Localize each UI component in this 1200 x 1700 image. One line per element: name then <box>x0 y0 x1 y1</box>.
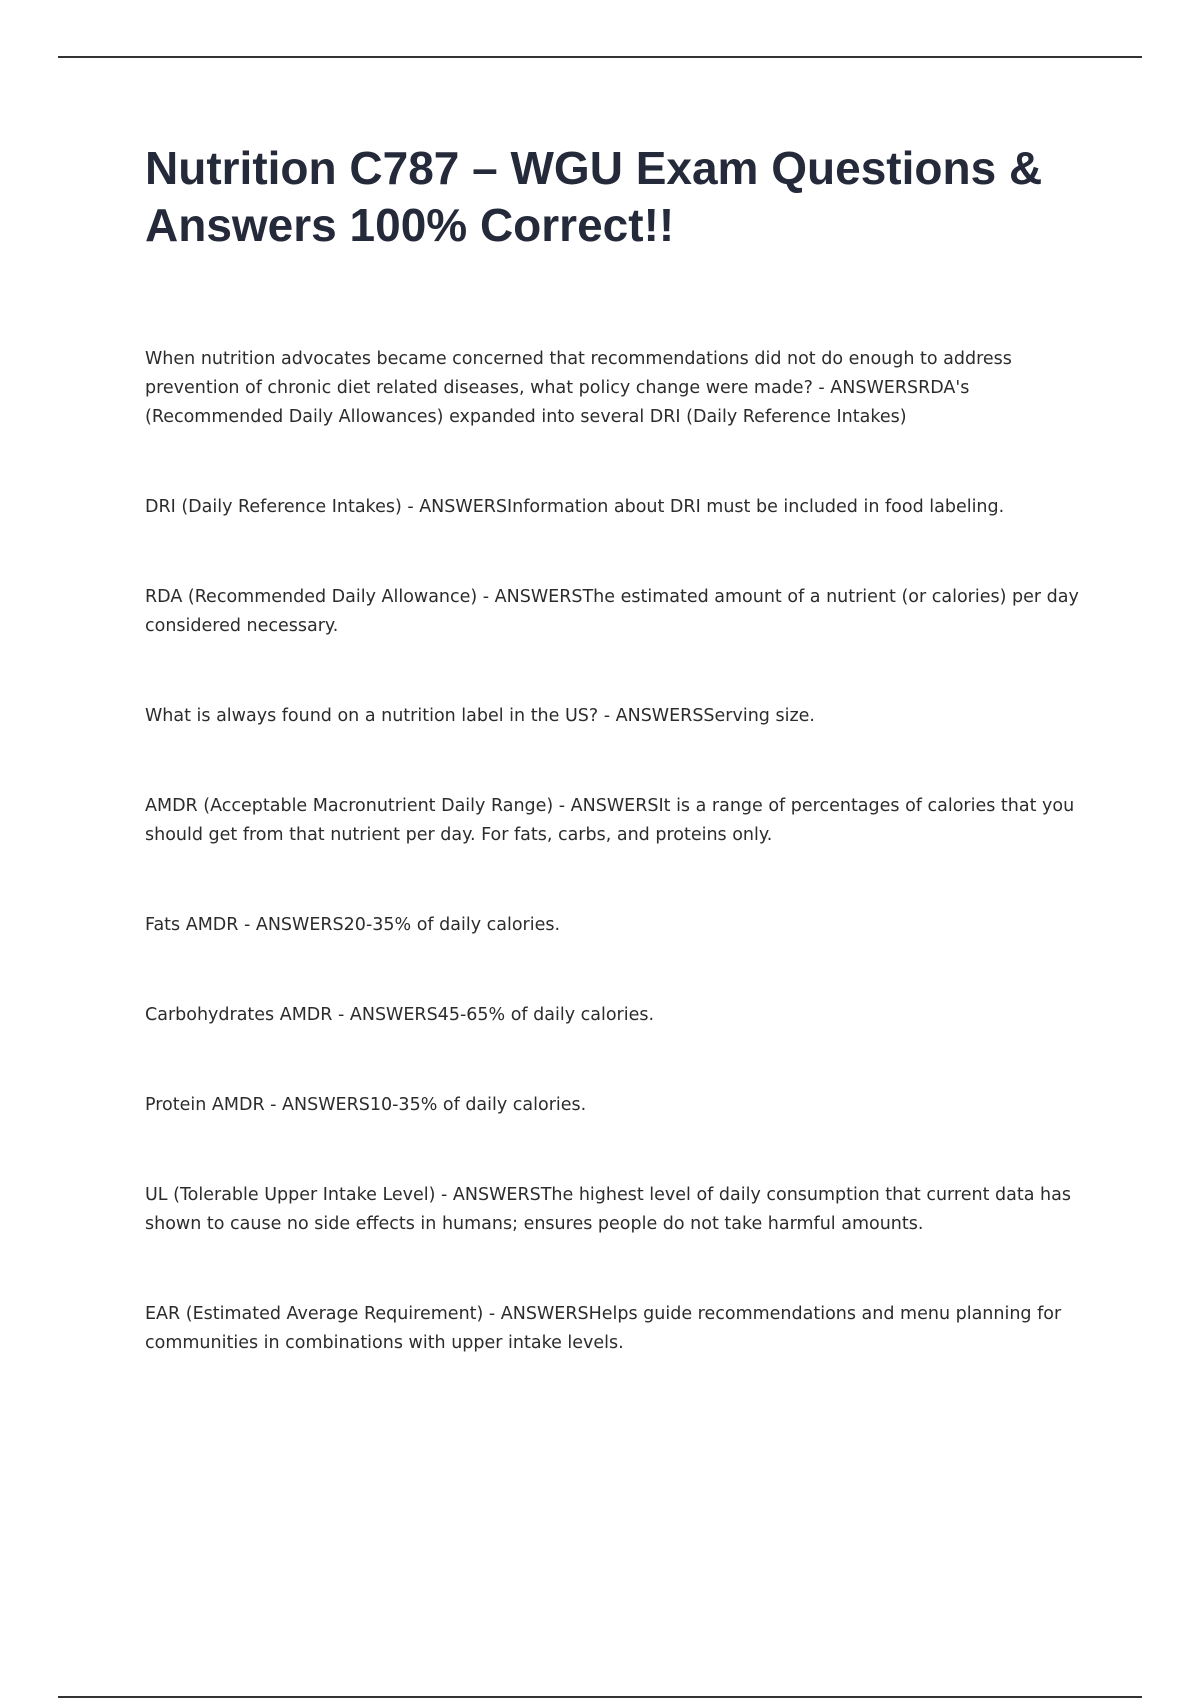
qa-item: Protein AMDR - ANSWERS10-35% of daily calories. <box>145 1095 587 1115</box>
qa-item: Carbohydrates AMDR - ANSWERS45-65% of daily calories. <box>145 1005 655 1025</box>
qa-item: RDA (Recommended Daily Allowance) - ANSWERSThe estimated amount of a nutrient (or calories) per day considered necessary. <box>145 587 1079 636</box>
qa-list <box>145 345 1105 1419</box>
qa-item: UL (Tolerable Upper Intake Level) - ANSWERSThe highest level of daily consumption that current data has shown to cause no side effects in humans; ensures people do not take harmful amounts. <box>145 1185 1071 1234</box>
qa-item: When nutrition advocates became concerned that recommendations did not do enough to address prevention of chronic diet related diseases, what policy change were made? - ANSWERSRDA's (Recommended Daily Allowances) expanded into several DRI (Daily Reference Intakes) <box>145 349 1012 427</box>
document-title: Nutrition C787 – WGU Exam Questions & Answers 100% Correct!! <box>145 142 1043 251</box>
qa-item: DRI (Daily Reference Intakes) - ANSWERSInformation about DRI must be included in food labeling. <box>145 497 1005 517</box>
qa-item: What is always found on a nutrition label in the US? - ANSWERSServing size. <box>145 706 815 726</box>
qa-item: AMDR (Acceptable Macronutrient Daily Range) - ANSWERSIt is a range of percentages of calories that you should get from that nutrient per day. For fats, carbs, and proteins only. <box>145 796 1075 845</box>
qa-item: EAR (Estimated Average Requirement) - ANSWERSHelps guide recommendations and menu planning for communities in combinations with upper intake levels. <box>145 1304 1062 1353</box>
top-divider <box>58 56 1142 58</box>
bottom-divider <box>58 1696 1142 1698</box>
qa-item: Fats AMDR - ANSWERS20-35% of daily calories. <box>145 915 561 935</box>
